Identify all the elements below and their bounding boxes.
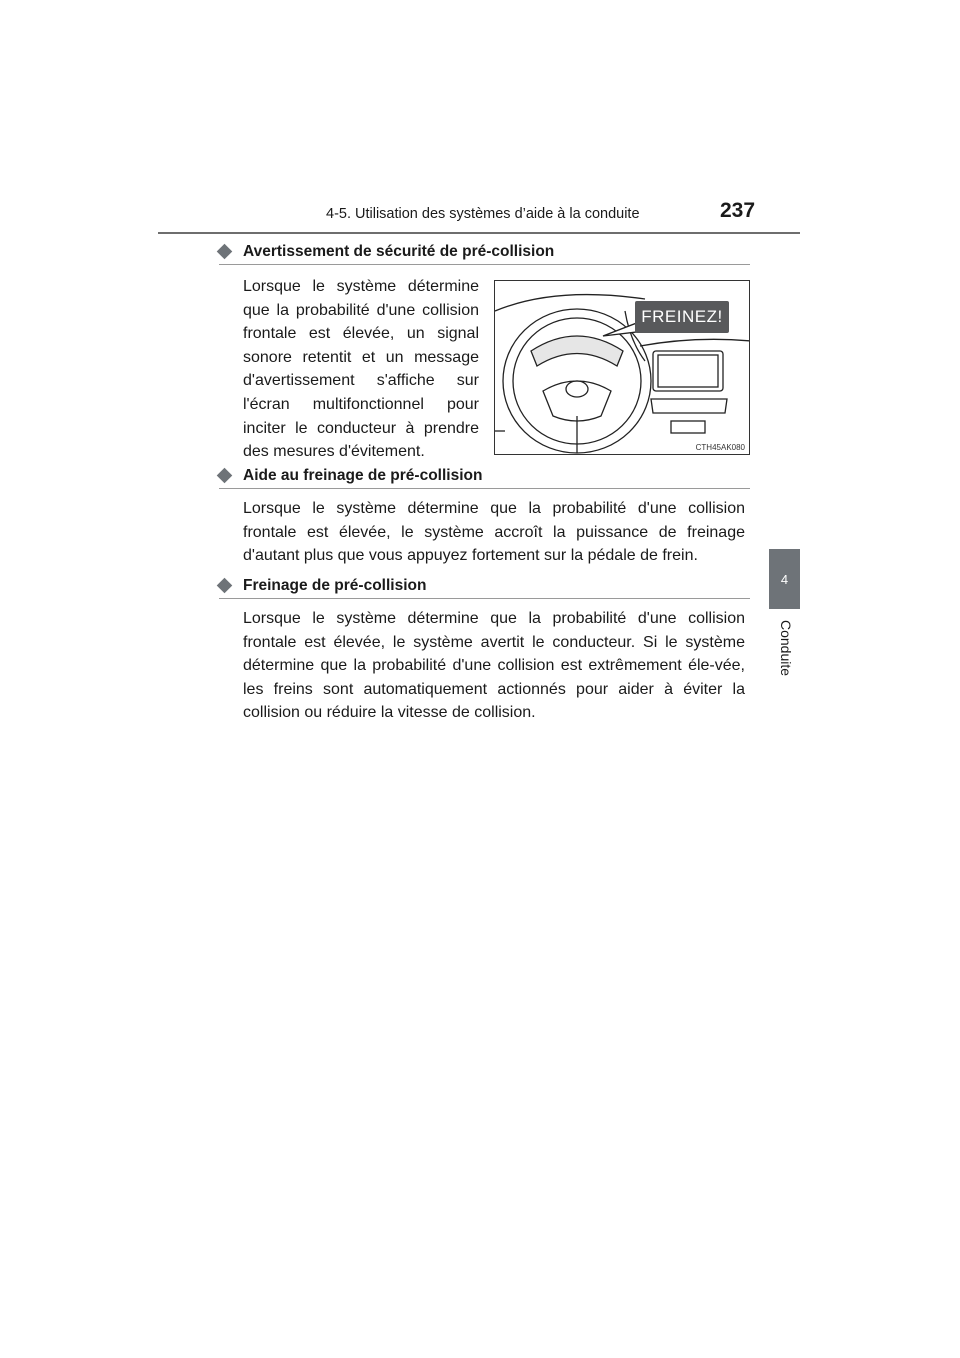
section-body-brake-assist: Lorsque le système détermine que la probabilité d'une collision frontale est élevée, le système accroît la puissance de freinage d'autant plus que vous appuyez fortement sur la pédale de frein. (243, 500, 745, 565)
section-divider (219, 264, 750, 265)
freinez-warning-display: FREINEZ! (635, 301, 729, 333)
dashboard-illustration (494, 280, 750, 455)
chapter-number: 4 (780, 572, 789, 587)
section-heading-text: Aide au freinage de pré-collision (243, 467, 483, 484)
diamond-bullet-icon (217, 244, 233, 260)
section-divider (219, 598, 750, 599)
diamond-bullet-icon (217, 468, 233, 484)
section-divider (219, 488, 750, 489)
header-divider (158, 232, 800, 234)
page-number: 237 (720, 199, 756, 222)
section-heading-text: Freinage de pré-collision (243, 577, 427, 594)
section-body-braking: Lorsque le système détermine que la probabilité d'une collision frontale est élevée, le système avertit le conducteur. Si le système détermine que la probabilité d'une collision est extrêmement éle-vée, les freins sont automatiquement actionnés pour aider à éviter la collision ou réduire la vitesse de collision. (243, 610, 745, 722)
header-section-title: 4-5. Utilisation des systèmes d’aide à la conduite (326, 206, 640, 222)
figure-code: CTH45AK080 (695, 443, 745, 452)
chapter-label: Conduite (778, 620, 794, 677)
section-body-warning: Lorsque le système détermine que la probabilité d'une collision frontale est élevée, un signal sonore retentit et un message d'avertissement s'affiche sur l'écran multifonctionnel pour inciter le conducteur à prendre des mesures d'évitement. (243, 278, 479, 461)
diamond-bullet-icon (217, 578, 233, 594)
section-heading-text: Avertissement de sécurité de pré-collision (243, 243, 555, 260)
